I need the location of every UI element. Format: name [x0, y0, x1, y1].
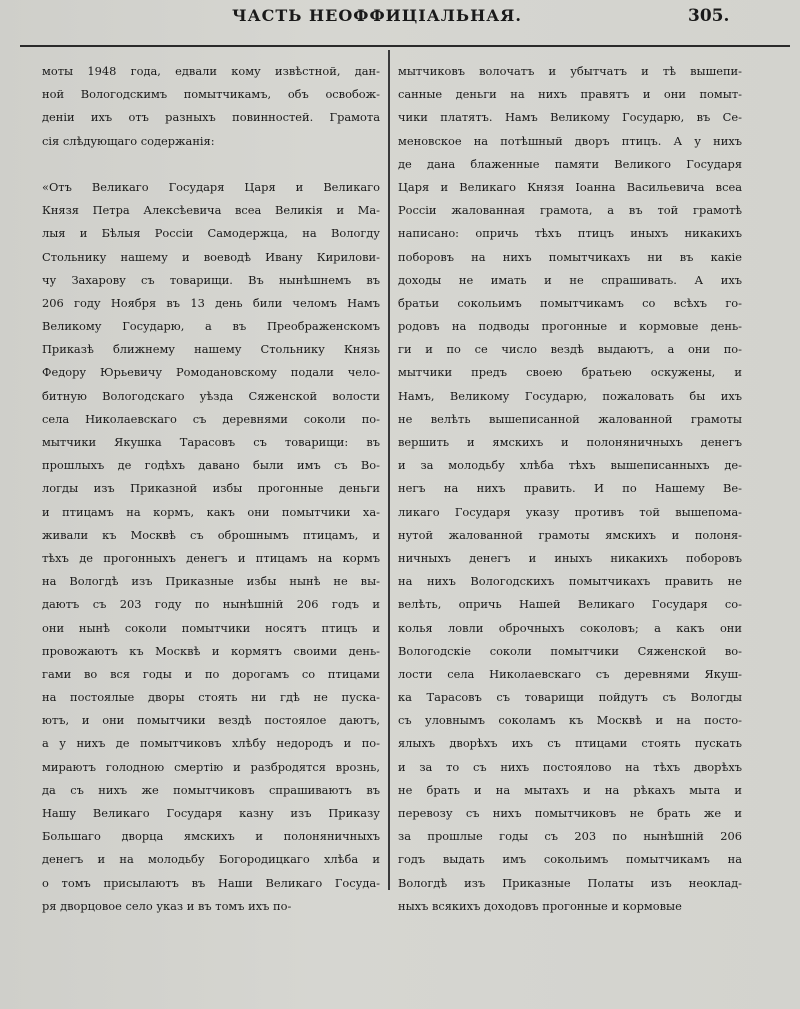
text-line: прошлыхъ де годѣхъ давано были имъ съ Во- [42, 458, 380, 473]
header-rule [20, 45, 790, 47]
text-line: ка Тарасовъ съ товарищи пойдутъ съ Вологды [398, 690, 742, 705]
running-head [0, 6, 800, 30]
text-line: братьи сокольимъ помытчикамъ со всѣхъ го- [398, 295, 742, 310]
text-line: де дана блаженные памяти Великого Государя [398, 156, 742, 171]
text-line: даютъ съ 203 году по нынѣшній 206 годъ и [42, 597, 380, 612]
text-line: сія слѣдующаго содержанія: [42, 133, 215, 148]
text-line: лости села Николаевскаго съ деревнями Якуш- [398, 666, 742, 681]
text-line: колья ловли оброчныхъ соколовъ; а какъ они [398, 620, 742, 635]
column-divider [388, 50, 390, 890]
text-line: Вологдѣ изъ Приказные Полаты изъ неоклад- [398, 875, 742, 890]
text-line: Великому Государю, а въ Преображенскомъ [42, 319, 380, 334]
text-line: санные деньги на нихъ правятъ и они помыт- [398, 87, 742, 102]
running-title: ЧАСТЬ НЕОФФИЦІАЛЬНАЯ. [232, 6, 522, 25]
text-line: ги и по се число вездѣ выдаютъ, а они по- [398, 342, 742, 357]
text-line: Царя и Великаго Князя Іоанна Васильевича всеа [398, 179, 742, 194]
text-line: ничныхъ денегъ и иныхъ никакихъ поборовъ [398, 550, 742, 565]
text-line: на Вологдѣ изъ Приказные избы нынѣ не вы- [42, 574, 380, 589]
text-line: за прошлые годы съ 203 по нынѣшній 206 [398, 829, 742, 844]
text-line: мытчиковъ волочатъ и убытчатъ и тѣ вышепи- [398, 64, 742, 78]
text-line: Приказѣ ближнему нашему Стольнику Князь [42, 342, 380, 357]
text-line: и за то съ нихъ постоялово на тѣхъ дворѣхъ [398, 759, 742, 774]
text-line: ютъ, и они помытчики вездѣ постоялое даютъ, [42, 713, 380, 728]
text-line: 206 году Ноября въ 13 день били челомъ Намъ [42, 295, 380, 310]
text-line: съ уловнымъ соколамъ къ Москвѣ и на посто- [398, 713, 742, 728]
text-line: вершить и ямскихъ и полоняничныхъ денегъ [398, 435, 742, 449]
text-line: нутой жалованной грамоты ямскихъ и полоня- [398, 527, 742, 542]
text-line: живали къ Москвѣ съ оброшнымъ птицамъ, и [42, 527, 380, 542]
text-line: Нашу Великаго Государя казну изъ Приказу [42, 806, 380, 820]
text-line: не велѣть вышеписанной жалованной грамоты [398, 411, 742, 426]
text-line: ной Вологодскимъ помытчикамъ, объ освобож- [42, 87, 380, 102]
text-line: битную Вологодскаго уѣзда Сяженской волости [42, 388, 380, 403]
text-line: поборовъ на нихъ помытчикахъ ни въ какіе [398, 249, 742, 264]
text-line: чу Захарову съ товарищи. Въ нынѣшнемъ въ [42, 272, 380, 287]
text-line: гами во вся годы и по дорогамъ со птицами [42, 666, 380, 681]
text-line: ликаго Государя указу противъ той вышепома- [398, 504, 742, 519]
text-line: «Отъ Великаго Государя Царя и Великаго [42, 179, 380, 194]
text-line: доходы не имать и не спрашивать. А ихъ [398, 272, 742, 287]
text-line: о томъ присылаютъ въ Наши Великаго Госуда- [42, 875, 380, 890]
text-line: на постоялые дворы стоять ни гдѣ не пуска- [42, 690, 380, 705]
text-line: и птицамъ на кормъ, какъ они помытчики ха- [42, 504, 380, 519]
text-line: провожаютъ къ Москвѣ и кормятъ своими день- [42, 643, 380, 658]
text-line: мираютъ голодною смертію и разбродятся врознь, [42, 759, 380, 774]
text-line: они нынѣ соколи помытчики носятъ птицъ и [42, 620, 380, 635]
text-line: логды изъ Приказной избы прогонные деньги [42, 481, 380, 496]
text-line: а у нихъ де помытчиковъ хлѣбу недородъ и по- [42, 736, 380, 751]
left-column [42, 60, 380, 918]
text-line: Большаго дворца ямскихъ и полоняничныхъ [42, 829, 380, 844]
text-line: велѣть, опричь Нашей Великаго Государя со- [398, 597, 742, 612]
page-number: 305. [688, 6, 730, 26]
text-line [42, 153, 380, 176]
text-line: на нихъ Вологодскихъ помытчикахъ править не [398, 574, 742, 589]
text-line: написано: опричь тѣхъ птицъ иныхъ никакихъ [398, 226, 742, 241]
text-line: меновское на потѣшный дворъ птицъ. А у нихъ [398, 133, 742, 148]
text-line: Вологодскіе соколи помытчики Сяженской во- [398, 643, 742, 658]
text-line: села Николаевскаго съ деревнями соколи по- [42, 411, 380, 426]
text-line: Россіи жалованная грамота, а въ той грамотѣ [398, 203, 742, 218]
text-line: моты 1948 года, едвали кому извѣстной, дан- [42, 64, 380, 78]
text-line: ялыхъ дворѣхъ ихъ съ птицами стоять пускать [398, 736, 742, 751]
text-line: чики платятъ. Намъ Великому Государю, въ Се- [398, 110, 742, 125]
text-line: и за молодьбу хлѣба тѣхъ вышеписанныхъ де- [398, 458, 742, 473]
text-line: тѣхъ де прогонныхъ денегъ и птицамъ на кормъ [42, 550, 380, 565]
text-line: денегъ и на молодьбу Богородицкаго хлѣба и [42, 852, 380, 867]
text-line: мытчики Якушка Тарасовъ съ товарищи: въ [42, 435, 380, 449]
text-line: Князя Петра Алексѣевича всеа Великія и Ма- [42, 203, 380, 218]
right-column [398, 60, 742, 918]
text-line: перевозу съ нихъ помытчиковъ не брать же и [398, 806, 742, 820]
text-line: ря дворцовое село указ и въ томъ ихъ по- [42, 898, 292, 913]
text-line: ныхъ всякихъ доходовъ прогонные и кормовые [398, 898, 682, 913]
text-line: мытчики предъ своею братьею оскужены, и [398, 365, 742, 380]
text-line: лыя и Бѣлыя Россіи Самодержца, на Вологду [42, 226, 380, 241]
text-line: Федору Юрьевичу Ромодановскому подали чело- [42, 365, 380, 380]
text-line: родовъ на подводы прогонные и кормовые день- [398, 319, 742, 334]
text-line: деніи ихъ отъ разныхъ повинностей. Грамота [42, 110, 380, 125]
text-line: негъ на нихъ править. И по Нашему Ве- [398, 481, 742, 496]
text-line: Намъ, Великому Государю, пожаловать бы ихъ [398, 388, 742, 403]
text-line: Стольнику нашему и воеводѣ Ивану Кирилови- [42, 249, 380, 264]
text-line: да съ нихъ же помытчиковъ спрашиваютъ въ [42, 782, 380, 797]
text-line: годъ выдать имъ сокольимъ помытчикамъ на [398, 852, 742, 867]
text-line: не брать и на мытахъ и на рѣкахъ мыта и [398, 782, 742, 797]
